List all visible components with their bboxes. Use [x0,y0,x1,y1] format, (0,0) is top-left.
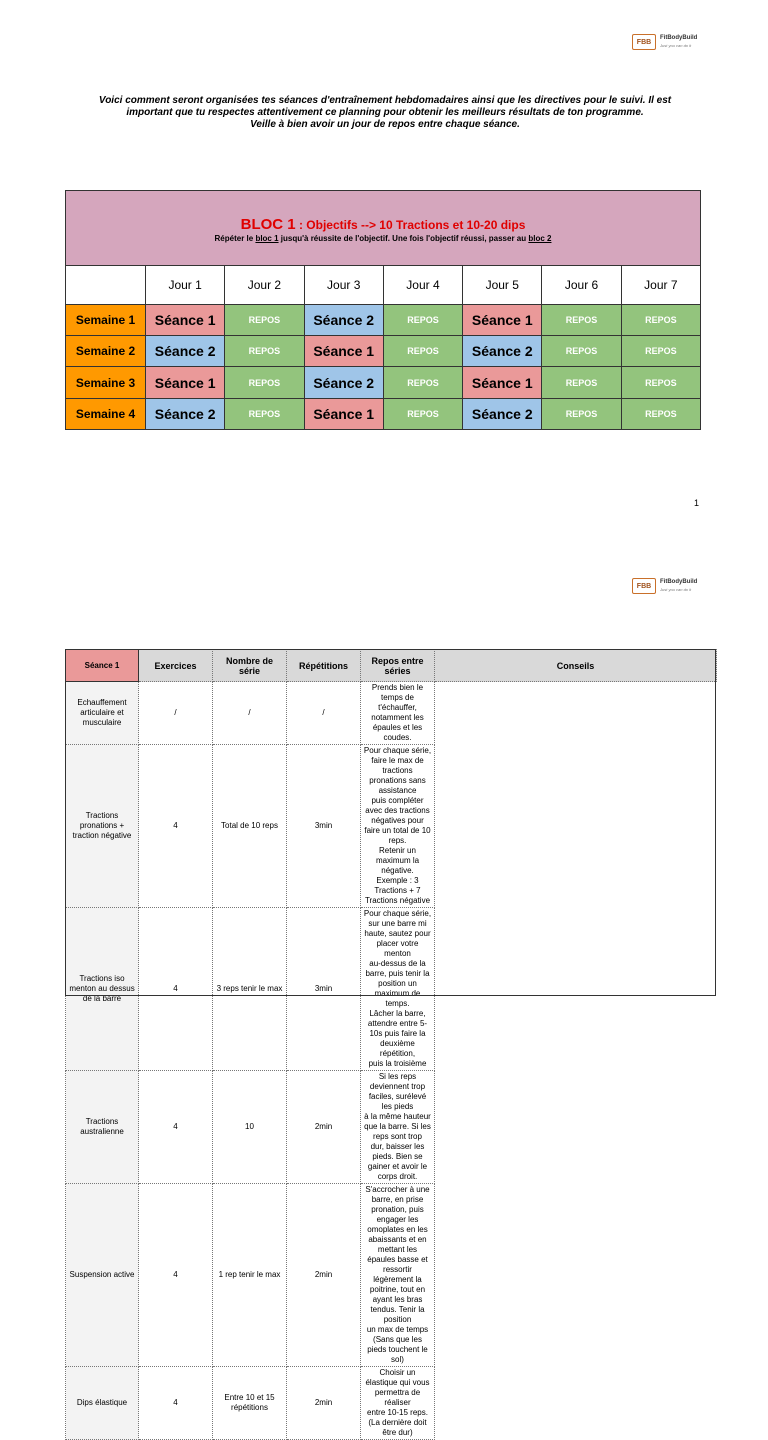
bloc-header [66,191,701,266]
advice-line: Pour chaque série, faire le max de tractions pronations sans assistance [363,746,432,795]
reps-cell: 1 rep tenir le max [213,1184,287,1367]
session-cell: Séance 2 [463,398,542,429]
intro-line: important que tu respectes attentivement ce planning pour obtenir les meilleurs résultats de ton programme. [126,107,644,118]
session-cell: Séance 1 [463,304,542,335]
rest-day-cell: REPOS [225,336,304,367]
day-header: Jour 7 [621,266,700,305]
rest-day-cell: REPOS [542,367,621,398]
week-row [66,336,701,367]
rest-day-cell: REPOS [225,398,304,429]
column-header: Répétitions [287,650,361,682]
day-header: Jour 4 [383,266,462,305]
rest-day-cell: REPOS [225,367,304,398]
advice-line: Prends bien le temps de t'échauffer, notamment les [371,683,424,722]
logo-tagline: Just you can do it [660,587,692,592]
seance-1-table [65,649,717,1440]
rest-cell: / [287,682,361,745]
rest-day-cell: REPOS [621,367,700,398]
page-number: 1 [694,498,700,508]
exercise-cell: Tractions pronations + traction négative [66,745,139,908]
advice-line: puis la troisième [368,1059,427,1068]
logo-tagline: Just you can do it [660,43,692,48]
rest-day-cell: REPOS [542,398,621,429]
advice-line: Pour chaque série, sur une barre mi haute, sautez pour placer votre menton [363,909,432,958]
advice-cell [361,682,435,745]
bloc-subtitle: Répéter le bloc 1 jusqu'à réussite de l'objectif. Une fois l'objectif réussi, passer au bloc 2 [214,233,552,243]
rest-day-cell: REPOS [383,367,462,398]
week-label: Semaine 3 [66,367,146,398]
column-header: Conseils [435,650,717,682]
exercise-cell: Echauffement articulaire et musculaire [66,682,139,745]
rest-day-cell: REPOS [542,304,621,335]
week-label: Semaine 2 [66,336,146,367]
logo-name: FitBodyBuild [660,579,698,585]
column-header: Exercices [139,650,213,682]
advice-line: Retenir un maximum la négative. [375,846,420,875]
intro-line: Veille à bien avoir un jour de repos entre chaque séance. [250,119,520,130]
day-header-row [66,266,701,305]
advice-line: Choisir un élastique qui vous permettra de réaliser [365,1368,430,1407]
day-header: Jour 3 [304,266,383,305]
series-cell: / [139,682,213,745]
reps-cell: Entre 10 et 15 répétitions [213,1367,287,1440]
advice-cell [361,1367,435,1440]
advice-line: dur, baisser les pieds. Bien se gainer et avoir le corps droit. [367,1142,428,1181]
day-header: Jour 2 [225,266,304,305]
advice-cell [361,1184,435,1367]
week-label: Semaine 1 [66,304,146,335]
week-row [66,304,701,335]
rest-day-cell: REPOS [542,336,621,367]
table-row [66,1367,717,1440]
reps-cell: 3 reps tenir le max [213,908,287,1071]
rest-day-cell: REPOS [621,398,700,429]
session-cell: Séance 1 [463,367,542,398]
series-cell: 4 [139,1367,213,1440]
advice-line: S'accrocher à une barre, en prise pronation, puis engager les omoplates en les [365,1185,430,1234]
advice-cell [361,908,435,1071]
exercise-cell: Suspension active [66,1184,139,1367]
column-header: Nombre de série [213,650,287,682]
series-cell: 4 [139,745,213,908]
rest-cell: 3min [287,908,361,1071]
rest-cell: 2min [287,1367,361,1440]
table-row [66,745,717,908]
reps-cell: Total de 10 reps [213,745,287,908]
day-header: Jour 5 [463,266,542,305]
session-cell: Séance 2 [146,398,225,429]
table-row [66,1071,717,1184]
reps-cell: / [213,682,287,745]
rest-day-cell: REPOS [225,304,304,335]
advice-line: puis compléter avec des tractions négatives pour faire un total de 10 reps. [364,796,431,845]
advice-line: abaissants et en mettant les épaules basse et ressortir légèrement la [367,1235,428,1284]
corner-cell [66,266,146,305]
reps-cell: 10 [213,1071,287,1184]
exercise-cell: Tractions iso menton au dessus de la barre [66,908,139,1071]
session-cell: Séance 2 [304,367,383,398]
advice-line: poitrine, tout en ayant les bras tendus. Tenir la position [369,1285,426,1324]
table-row [66,1184,717,1367]
table-row [66,908,717,1071]
advice-line: épaules et les coudes. [372,723,423,742]
intro-line: Voici comment seront organisées tes séances d'entraînement hebdomadaires ainsi que les directives pour le suivi. Il est [98,95,672,106]
advice-cell [361,1071,435,1184]
exercise-cell: Dips élastique [66,1367,139,1440]
logo-mark: FBB [632,34,656,50]
advice-line: Si les reps deviennent trop faciles, surélevé les pieds [368,1072,427,1111]
bloc-title: BLOC 1 : Objectifs --> 10 Tractions et 10-20 dips [240,215,526,233]
series-cell: 4 [139,1184,213,1367]
fitbodybuild-logo [632,578,697,594]
exercise-cell: Tractions australienne [66,1071,139,1184]
session-cell: Séance 2 [463,336,542,367]
advice-line: un max de temps (Sans que les pieds touchent le sol) [366,1325,429,1364]
rest-day-cell: REPOS [383,398,462,429]
seance-label: Séance 1 [66,650,139,682]
rest-cell: 3min [287,745,361,908]
logo-name: FitBodyBuild [660,35,698,41]
table-row [66,682,717,745]
day-header: Jour 6 [542,266,621,305]
session-cell: Séance 2 [146,336,225,367]
session-cell: Séance 1 [304,336,383,367]
week-row [66,398,701,429]
rest-day-cell: REPOS [621,304,700,335]
rest-day-cell: REPOS [621,336,700,367]
series-cell: 4 [139,908,213,1071]
session-cell: Séance 1 [146,304,225,335]
logo-mark: FBB [632,578,656,594]
session-cell: Séance 1 [304,398,383,429]
bloc-1-link: bloc 1 [255,233,279,243]
advice-line: Exemple : 3 Tractions + 7 Tractions négative [364,876,431,905]
seance-header-row [66,650,717,682]
session-cell: Séance 2 [304,304,383,335]
column-header: Repos entre séries [361,650,435,682]
fitbodybuild-logo [632,34,697,50]
week-label: Semaine 4 [66,398,146,429]
advice-cell [361,745,435,908]
day-header: Jour 1 [146,266,225,305]
bloc-2-link: bloc 2 [528,233,552,243]
rest-day-cell: REPOS [383,304,462,335]
intro-text [70,95,700,131]
week-row [66,367,701,398]
advice-line: entre 10-15 reps. (La dernière doit être dur) [367,1408,428,1437]
advice-line: au-dessus de la barre, puis tenir la position un maximum de temps. [365,959,430,1008]
series-cell: 4 [139,1071,213,1184]
advice-line: à la même hauteur que la barre. Si les reps sont trop [364,1112,431,1141]
bloc-planning-table [65,190,701,430]
session-cell: Séance 1 [146,367,225,398]
rest-day-cell: REPOS [383,336,462,367]
rest-cell: 2min [287,1184,361,1367]
advice-line: Lâcher la barre, attendre entre 5-10s puis faire la deuxième répétition, [367,1009,428,1058]
rest-cell: 2min [287,1071,361,1184]
